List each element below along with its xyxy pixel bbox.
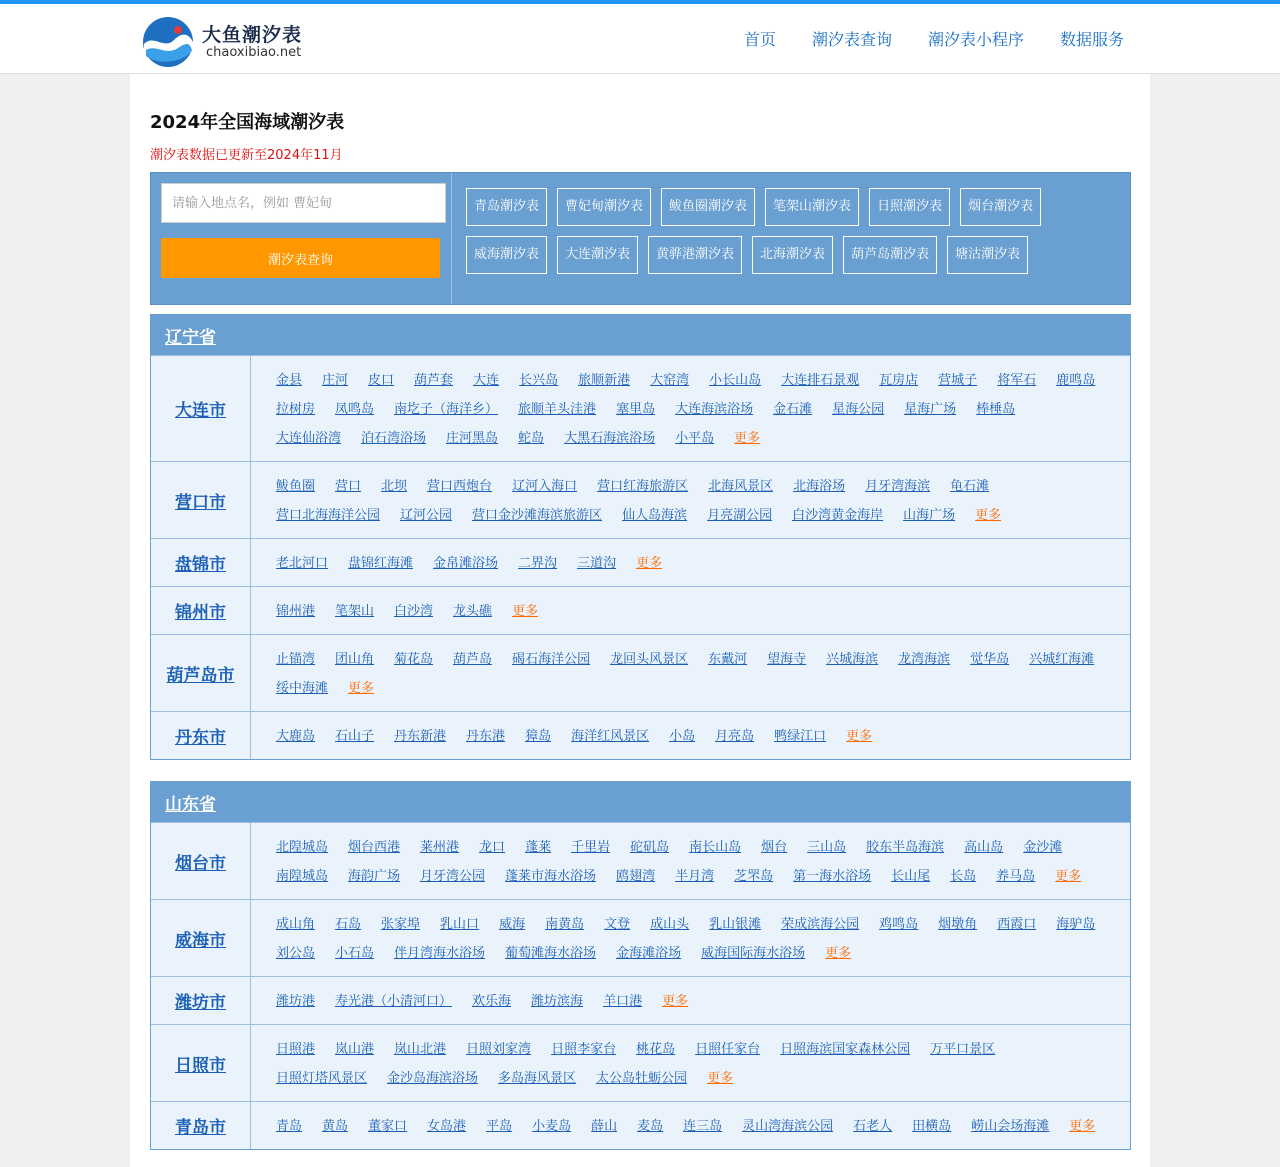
location-link[interactable]: 海驴岛 [1056,917,1096,932]
location-link[interactable]: 盘锦红海滩 [348,556,414,571]
quick-link-button[interactable]: 曹妃甸潮汐表 [557,188,651,226]
location-link[interactable]: 营口西炮台 [427,479,493,494]
city-name-cell [151,356,251,461]
more-link[interactable]: 更多 [1069,1119,1096,1134]
location-link[interactable]: 小长山岛 [709,373,762,388]
location-link[interactable]: 千里岩 [571,840,611,855]
city-name-cell [151,900,251,976]
quick-link-button[interactable]: 大连潮汐表 [557,236,638,274]
location-link[interactable]: 大窑湾 [650,373,690,388]
location-link[interactable]: 石山子 [335,729,375,744]
location-link[interactable]: 小岛 [669,729,696,744]
location-link[interactable]: 鸥翅湾 [616,869,656,884]
update-note: 潮汐表数据已更新至2024年11月 [150,148,343,163]
location-link[interactable]: 星海广场 [904,402,957,417]
location-link[interactable]: 成山头 [650,917,690,932]
location-link[interactable]: 烟台西港 [348,840,401,855]
location-link[interactable]: 葫芦套 [414,373,454,388]
location-link[interactable]: 兴城红海滩 [1029,652,1095,667]
location-link[interactable]: 金海滩浴场 [616,946,682,961]
location-link[interactable]: 长岛 [950,869,977,884]
location-link[interactable]: 烟墩角 [938,917,978,932]
location-link[interactable]: 庄河黑岛 [446,431,499,446]
location-link[interactable]: 小石岛 [335,946,375,961]
location-link[interactable]: 营口北海海洋公园 [276,508,381,523]
location-link[interactable]: 泊石湾浴场 [361,431,427,446]
location-link[interactable]: 北海浴场 [793,479,846,494]
location-link[interactable]: 羊口港 [603,994,643,1009]
more-link[interactable]: 更多 [512,604,539,619]
location-link[interactable]: 团山角 [335,652,375,667]
location-link[interactable]: 碣石海洋公园 [512,652,591,667]
location-link[interactable]: 高山岛 [964,840,1004,855]
city-row [151,822,1130,899]
location-link[interactable]: 大连仙浴湾 [276,431,342,446]
city-name-cell [151,823,251,899]
location-link[interactable]: 长兴岛 [519,373,559,388]
location-link[interactable]: 北坝 [381,479,408,494]
nav-mini-program[interactable]: 潮汐表小程序 [927,30,1024,49]
city-name-cell [151,1025,251,1101]
search-box [151,173,452,304]
province-link[interactable]: 山东省 [165,794,216,815]
city-name-cell [151,539,251,586]
city-link[interactable]: 丹东市 [175,728,226,748]
location-link[interactable]: 威海国际海水浴场 [701,946,806,961]
page-title: 2024年全国海域潮汐表 [150,112,345,133]
location-link[interactable]: 第一海水浴场 [793,869,872,884]
location-link[interactable]: 烟台 [761,840,788,855]
location-link[interactable]: 大连 [473,373,500,388]
location-link[interactable]: 太公岛牡蛎公园 [596,1071,688,1086]
location-link[interactable]: 拉树房 [276,402,316,417]
city-row [151,899,1130,976]
location-link[interactable]: 胶东半岛海滨 [866,840,945,855]
location-link[interactable]: 望海寺 [767,652,807,667]
city-link[interactable]: 盘锦市 [175,555,226,575]
more-link[interactable]: 更多 [734,431,761,446]
location-link[interactable]: 岚山北港 [394,1042,447,1057]
quick-links-row [466,236,1116,274]
location-link[interactable]: 蓬莱市海水浴场 [505,869,597,884]
location-link[interactable]: 三山岛 [807,840,847,855]
location-link[interactable]: 薛山 [591,1119,618,1134]
quick-link-button[interactable]: 威海潮汐表 [466,236,547,274]
location-link[interactable]: 日照任家台 [695,1042,761,1057]
quick-links [466,188,1116,284]
nav-home[interactable]: 首页 [743,30,776,49]
location-link[interactable]: 南长山岛 [689,840,742,855]
site-header [0,4,1280,74]
location-link[interactable]: 南圪子（海洋乡） [394,402,499,417]
main-content [130,74,1150,1167]
location-link[interactable]: 鹿鸣岛 [1056,373,1096,388]
location-link[interactable]: 山海广场 [903,508,956,523]
city-row [151,586,1130,634]
more-link[interactable]: 更多 [975,508,1002,523]
city-name-cell [151,587,251,634]
location-link[interactable]: 塞里岛 [616,402,656,417]
location-link[interactable]: 南黄岛 [545,917,585,932]
location-link[interactable]: 营口红海旅游区 [597,479,689,494]
location-link[interactable]: 葡萄滩海水浴场 [505,946,597,961]
location-links [251,356,1130,461]
location-link[interactable]: 女岛港 [427,1119,467,1134]
location-link[interactable]: 乳山银滩 [709,917,762,932]
quick-link-button[interactable]: 塘沽潮汐表 [947,236,1028,274]
search-button[interactable]: 潮汐表查询 [161,238,440,278]
location-link[interactable]: 丹东港 [466,729,506,744]
location-link[interactable]: 凤鸣岛 [335,402,375,417]
location-link[interactable]: 庄河 [322,373,349,388]
location-link[interactable]: 石老人 [853,1119,893,1134]
quick-link-button[interactable]: 烟台潮汐表 [960,188,1041,226]
location-link[interactable]: 潍坊滨海 [531,994,584,1009]
location-links [251,635,1130,711]
city-name-cell [151,635,251,711]
location-link[interactable]: 营城子 [938,373,978,388]
quick-link-button[interactable]: 北海潮汐表 [752,236,833,274]
city-link[interactable]: 日照市 [175,1055,226,1076]
location-link[interactable]: 锦州港 [276,604,316,619]
nav-data-service[interactable]: 数据服务 [1059,30,1124,49]
city-link[interactable]: 潍坊市 [175,993,226,1013]
location-link[interactable]: 二界沟 [518,556,558,571]
location-link[interactable]: 旅顺羊头洼港 [518,402,597,417]
location-link[interactable]: 伴月湾海水浴场 [394,946,486,961]
location-link[interactable]: 营口金沙滩海滨旅游区 [472,508,603,523]
location-link[interactable]: 龙头礁 [453,604,493,619]
location-link[interactable]: 乳山口 [440,917,480,932]
location-link[interactable]: 欢乐海 [472,994,512,1009]
location-link[interactable]: 辽河入海口 [512,479,578,494]
more-link[interactable]: 更多 [707,1071,734,1086]
location-link[interactable]: 辽河公园 [400,508,453,523]
location-links [251,900,1130,976]
city-link[interactable]: 营口市 [175,492,226,513]
city-name-cell [151,712,251,759]
city-link[interactable]: 威海市 [175,930,226,951]
quick-link-button[interactable]: 黄骅港潮汐表 [648,236,742,274]
quick-link-button[interactable]: 葫芦岛潮汐表 [843,236,937,274]
search-input[interactable] [161,183,446,223]
province-header [151,315,1130,355]
city-row [151,1024,1130,1101]
quick-link-button[interactable]: 青岛潮汐表 [466,188,547,226]
location-link[interactable]: 皮口 [368,373,395,388]
city-row [151,634,1130,711]
location-link[interactable]: 日照港 [276,1042,316,1057]
location-link[interactable]: 大连海滨浴场 [675,402,754,417]
location-links [251,462,1130,538]
location-link[interactable]: 丹东新港 [394,729,447,744]
search-panel [150,172,1131,305]
location-link[interactable]: 半月湾 [675,869,715,884]
location-link[interactable]: 董家口 [368,1119,408,1134]
city-row [151,1101,1130,1149]
city-link[interactable]: 大连市 [175,401,226,421]
more-link[interactable]: 更多 [846,729,873,744]
city-name-cell [151,462,251,538]
location-link[interactable]: 小平岛 [675,431,715,446]
location-link[interactable]: 金帛滩浴场 [433,556,499,571]
location-link[interactable]: 日照刘家湾 [466,1042,532,1057]
location-link[interactable]: 北海风景区 [708,479,774,494]
location-links [251,1102,1130,1149]
main-nav [744,4,1124,73]
location-links [251,539,1130,586]
location-link[interactable]: 威海 [499,917,526,932]
location-link[interactable]: 旅顺新港 [578,373,631,388]
location-link[interactable]: 万平口景区 [930,1042,996,1057]
location-link[interactable]: 西霞口 [997,917,1037,932]
location-link[interactable]: 潍坊港 [276,994,316,1009]
location-link[interactable]: 鲅鱼圈 [276,479,316,494]
province-link[interactable]: 辽宁省 [165,327,216,348]
location-link[interactable]: 星海公园 [832,402,885,417]
location-link[interactable]: 文登 [604,917,631,932]
more-link[interactable]: 更多 [825,946,852,961]
location-link[interactable]: 月牙湾海滨 [865,479,931,494]
city-link[interactable]: 葫芦岛市 [166,665,235,686]
location-link[interactable]: 绥中海滩 [276,681,329,696]
location-link[interactable]: 灵山湾海滨公园 [742,1119,834,1134]
location-link[interactable]: 东戴河 [708,652,748,667]
location-link[interactable]: 荣成滨海公园 [781,917,860,932]
location-link[interactable]: 菊花岛 [394,652,434,667]
quick-link-button[interactable]: 笔架山潮汐表 [765,188,859,226]
wave-logo-icon [142,16,194,68]
location-link[interactable]: 芝罘岛 [734,869,774,884]
location-link[interactable]: 岚山港 [335,1042,375,1057]
location-link[interactable]: 龙口 [479,840,506,855]
location-link[interactable]: 蓬莱 [525,840,552,855]
location-link[interactable]: 龙湾海滨 [898,652,951,667]
location-link[interactable]: 仙人岛海滨 [622,508,688,523]
location-link[interactable]: 北隍城岛 [276,840,329,855]
city-row [151,711,1130,759]
location-link[interactable]: 月亮湖公园 [707,508,773,523]
location-link[interactable]: 金石滩 [773,402,813,417]
location-links [251,712,1130,759]
location-link[interactable]: 葫芦岛 [453,652,493,667]
location-link[interactable]: 月亮岛 [715,729,755,744]
location-links [251,587,1130,634]
location-link[interactable]: 大黑石海滨浴场 [564,431,656,446]
location-link[interactable]: 大鹿岛 [276,729,316,744]
quick-links-row [466,188,1116,226]
location-link[interactable]: 桃花岛 [636,1042,676,1057]
city-row [151,976,1130,1024]
city-row [151,538,1130,586]
logo-title: 大鱼潮汐表 [202,24,303,46]
location-link[interactable]: 南隍城岛 [276,869,329,884]
location-links [251,823,1130,899]
location-link[interactable]: 獐岛 [525,729,552,744]
location-link[interactable]: 田横岛 [912,1119,952,1134]
location-link[interactable]: 黄岛 [322,1119,349,1134]
location-link[interactable]: 刘公岛 [276,946,316,961]
location-links [251,1025,1130,1101]
location-link[interactable]: 将军石 [997,373,1037,388]
city-link[interactable]: 青岛市 [175,1118,226,1138]
location-link[interactable]: 平岛 [486,1119,513,1134]
location-link[interactable]: 崂山会场海滩 [971,1119,1050,1134]
location-link[interactable]: 石岛 [335,917,362,932]
location-link[interactable]: 金沙滩 [1023,840,1063,855]
location-link[interactable]: 金沙岛海滨浴场 [387,1071,479,1086]
location-link[interactable]: 多岛海风景区 [498,1071,577,1086]
location-link[interactable]: 麦岛 [637,1119,664,1134]
quick-link-button[interactable]: 日照潮汐表 [869,188,950,226]
city-name-cell [151,977,251,1024]
city-name-cell [151,1102,251,1149]
location-link[interactable]: 鸡鸣岛 [879,917,919,932]
location-link[interactable]: 笔架山 [335,604,375,619]
more-link[interactable]: 更多 [636,556,663,571]
location-link[interactable]: 日照灯塔风景区 [276,1071,368,1086]
location-link[interactable]: 觉华岛 [970,652,1010,667]
location-link[interactable]: 青岛 [276,1119,303,1134]
location-link[interactable]: 蛇岛 [518,431,545,446]
location-link[interactable]: 三道沟 [577,556,617,571]
location-link[interactable]: 白沙湾黄金海岸 [792,508,884,523]
city-row [151,355,1130,461]
location-link[interactable]: 龙回头风景区 [610,652,689,667]
location-link[interactable]: 兴城海滨 [826,652,879,667]
location-link[interactable]: 白沙湾 [394,604,434,619]
location-link[interactable]: 龟石滩 [950,479,990,494]
location-link[interactable]: 大连排石景观 [781,373,860,388]
location-link[interactable]: 砣矶岛 [630,840,670,855]
location-link[interactable]: 张家埠 [381,917,421,932]
more-link[interactable]: 更多 [1055,869,1082,884]
province-section [150,314,1131,760]
province-section [150,781,1131,1150]
city-row [151,461,1130,538]
location-link[interactable]: 长山尾 [891,869,931,884]
more-link[interactable]: 更多 [348,681,375,696]
location-link[interactable]: 海洋红风景区 [571,729,650,744]
location-link[interactable]: 寿光港（小清河口） [335,994,453,1009]
province-header [151,782,1130,822]
location-link[interactable]: 棒棰岛 [976,402,1016,417]
location-link[interactable]: 止锚湾 [276,652,316,667]
location-link[interactable]: 连三岛 [683,1119,723,1134]
logo-domain: chaoxibiao.net [206,45,302,60]
location-link[interactable]: 日照海滨国家森林公园 [780,1042,911,1057]
site-logo[interactable] [142,16,322,68]
location-link[interactable]: 海韵广场 [348,869,401,884]
location-link[interactable]: 金县 [276,373,303,388]
nav-tide-query[interactable]: 潮汐表查询 [811,30,892,49]
city-link[interactable]: 锦州市 [175,603,226,623]
location-link[interactable]: 营口 [335,479,362,494]
location-link[interactable]: 月牙湾公园 [420,869,486,884]
location-link[interactable]: 成山角 [276,917,316,932]
location-link[interactable]: 鸭绿江口 [774,729,827,744]
quick-link-button[interactable]: 鲅鱼圈潮汐表 [661,188,755,226]
location-links [251,977,1130,1024]
location-link[interactable]: 莱州港 [420,840,460,855]
location-link[interactable]: 日照李家台 [551,1042,617,1057]
location-link[interactable]: 老北河口 [276,556,329,571]
location-link[interactable]: 瓦房店 [879,373,919,388]
more-link[interactable]: 更多 [662,994,689,1009]
location-link[interactable]: 小麦岛 [532,1119,572,1134]
location-link[interactable]: 养马岛 [996,869,1036,884]
city-link[interactable]: 烟台市 [175,853,226,874]
